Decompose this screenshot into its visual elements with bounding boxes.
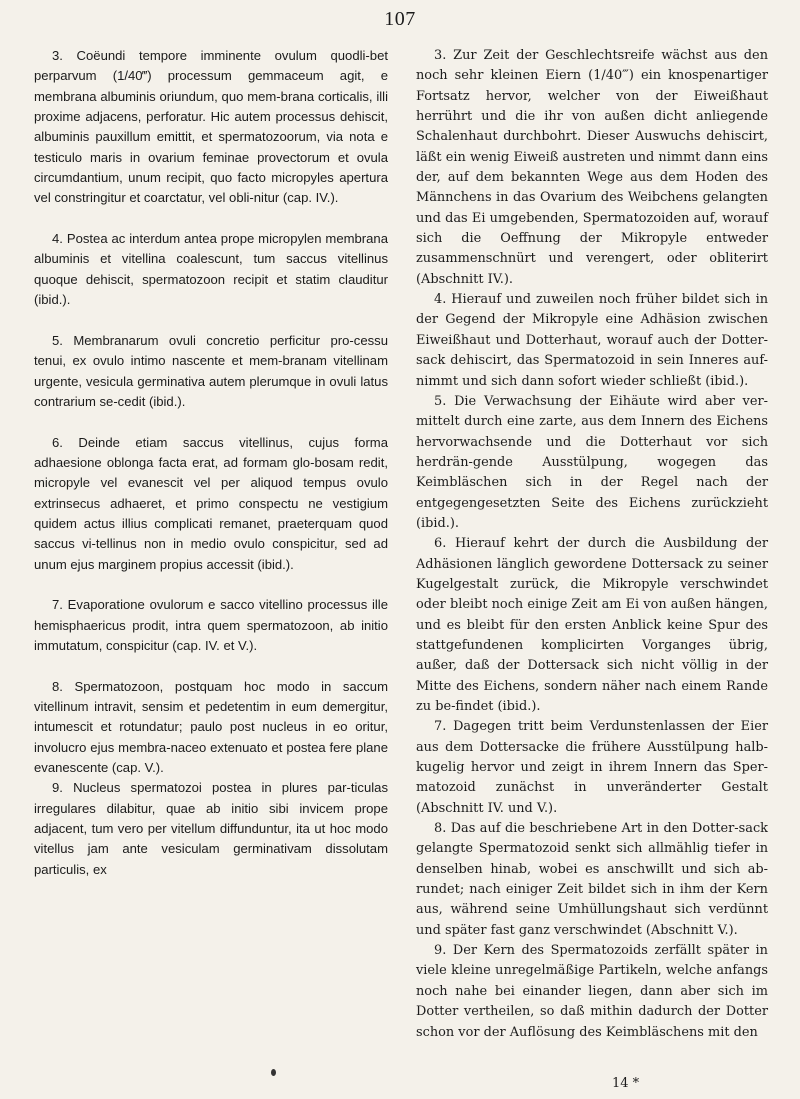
- german-paragraph-6: 6. Hierauf kehrt der durch die Ausbildung der Adhäsionen länglich gewordene Dottersack zu seiner Kugelgestalt zurück, die Mikropyle verschwindet oder bleibt noch einige Zeit am Ei von außen hängen, und es bleibt für den ersten Anblick keine Spur des stattgefundenen komplicirten Vorganges übrig, außer, daß der Dottersack sich nicht völlig in der Mitte des Eichens, sondern näher nach einem Rande zu be-findet (ibid.).: [416, 536, 768, 714]
- latin-paragraph-6: 6. Deinde etiam saccus vitellinus, cujus forma adhaesione oblonga facta erat, ad formam glo-bosam redit, micropyle vel evanescit vel per aliquod tempus ovulo extrinsecus adhaeret, et primo conspectu ne vestigium quidem actus illius complicati remanet, praeterquam quod saccus vi-tellinus non in medio ovulo conspicitur, sed ad unum ejus marginem propius accessit (ibid.).: [34, 434, 388, 572]
- latin-paragraph-3: 3. Coëundi tempore imminente ovulum quodli-bet perparvum (1/40‴) processum gemmaceum agit, e membrana albuminis oriundum, quo mem-brana corticalis, illi proxime adjacens, perforatur. Hic autem processus dehiscit, albuminis pauxillum emittit, et spermatozoorum, via nota e testiculo maris in ovarium feminae provectorum et ovula circumdantium, unum recipit, quo facto micropyles apertura vel constringitur et coarctatur, vel obli-nitur (cap. IV.).: [34, 48, 388, 206]
- german-paragraph-7: 7. Dagegen tritt beim Verdunstenlassen der Eier aus dem Dottersacke die frühere Ausstülpung halb-kugelig hervor und zeigt in ihrem Innern das Sper-matozoid zunächst in unveränderter Gestalt (Abschnitt IV. und V.).: [416, 719, 768, 816]
- signature-mark: 14 *: [612, 1076, 640, 1091]
- latin-paragraph-7: 7. Evaporatione ovulorum e sacco vitellino processus ille hemisphaericus prodit, intra quem spermatozoon, ab initio immutatum, conspicitur (cap. IV. et V.).: [34, 597, 388, 653]
- german-paragraph-3: 3. Zur Zeit der Geschlechtsreife wächst aus den noch sehr kleinen Eiern (1/40‴) ein knospenartiger Fortsatz hervor, welcher von der Eiweißhaut herrührt und die ihr von außen dicht anliegende Schalenhaut durchbohrt. Dieser Auswuchs dehiscirt, läßt ein wenig Eiweiß austreten und nimmt dann eins der, auf dem bekannten Wege aus dem Hoden des Männchens in das Ovarium des Weibchens gelangten und das Ei umgebenden, Spermatozoiden auf, worauf sich die Oeffnung der Mikropyle entweder zusammenschnürt und verengert, oder obliterirt (Abschnitt IV.).: [416, 48, 768, 287]
- page-number: 107: [384, 8, 416, 30]
- latin-column: [34, 46, 388, 880]
- german-paragraph-5: 5. Die Verwachsung der Eihäute wird aber ver-mittelt durch eine zarte, aus dem Innern des Eichens hervorwachsende und die Dotterhaut vor sich herdrän-gende Ausstülpung, wogegen das Keimbläschen sich in der Regel nach der entgegengesetzten Seite des Eichens zurückzieht (ibid.).: [416, 393, 768, 531]
- german-paragraph-8: 8. Das auf die beschriebene Art in den Dotter-sack gelangte Spermatozoid senkt sich allmählig tiefer in denselben hinab, wobei es anschwillt und sich ab-rundet; nach einiger Zeit bildet sich in ihm der Kern aus, während seine Umhüllungshaut sich verdünnt und später fast ganz verschwindet (Abschnitt V.).: [416, 821, 768, 938]
- latin-paragraph-9: 9. Nucleus spermatozoi postea in plures par-ticulas irregulares dilabitur, quae ab initio sibi invicem prope adjacent, tum vero per vitellum diffunduntur, ita ut hoc modo vitellus jam ante vesiculam germinativam dissolutam particulis, ex: [34, 780, 388, 877]
- latin-paragraph-8: 8. Spermatozoon, postquam hoc modo in saccum vitellinum intravit, sensim et pedetentim in eum demergitur, intumescit et rotundatur; paulo post nucleus in eo oritur, involucro ejus membra-naceo extenuato et postea fere plane evanescente (cap. V.).: [34, 678, 388, 776]
- german-paragraph-9: 9. Der Kern des Spermatozoids zerfällt später in viele kleine unregelmäßige Partikeln, welche anfangs noch nahe bei einander liegen, dann aber sich im Dotter vertheilen, so daß mithin dadurch der Dotter schon vor der Auflösung des Keimbläschens mit den: [416, 943, 768, 1040]
- ink-speck: [271, 1069, 276, 1076]
- german-paragraph-4: 4. Hierauf und zuweilen noch früher bildet sich in der Gegend der Mikropyle eine Adhäsion zwischen Eiweißhaut und Dotterhaut, worauf auch der Dotter-sack dehiscirt, das Spermatozoid in sein Inneres auf-nimmt und sich dann sofort wieder schließt (ibid.).: [416, 292, 768, 389]
- latin-paragraph-4: 4. Postea ac interdum antea prope micropylen membrana albuminis et vitellina coalescunt, tum saccus vitellinus quoque dehiscit, spermatozoon recipit et statim clauditur (ibid.).: [34, 231, 388, 308]
- german-column: [416, 46, 768, 1043]
- latin-paragraph-5: 5. Membranarum ovuli concretio perficitur pro-cessu tenui, ex ovulo intimo nascente et mem-branam vitellinam urgente, vesicula germinativa autem plerumque in ovuli latus contrarium se-cedit (ibid.).: [34, 332, 388, 409]
